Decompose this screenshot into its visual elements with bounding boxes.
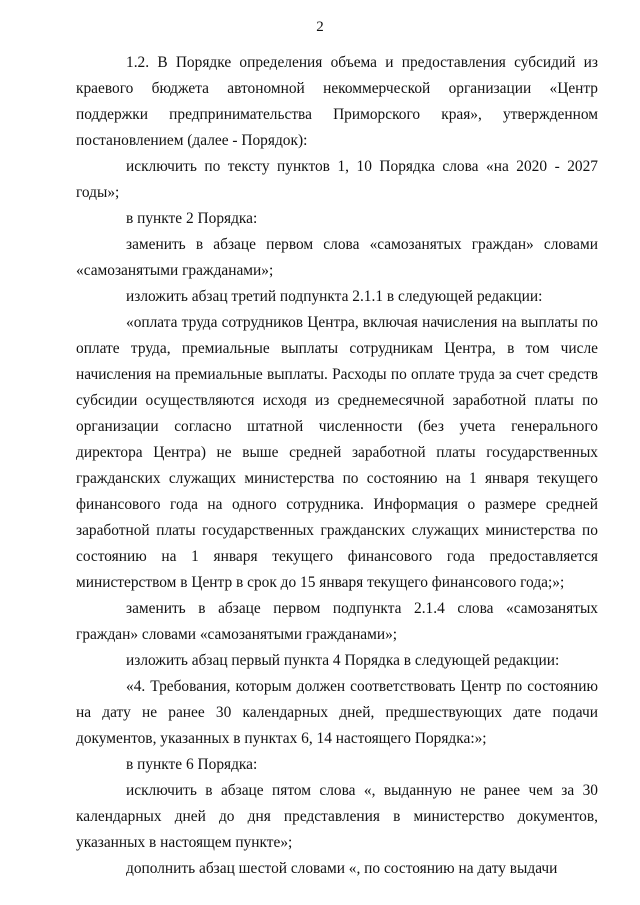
paragraph-supplement-sixth: дополнить абзац шестой словами «, по состоянию на дату выдачи <box>126 860 558 877</box>
paragraph-1-2-intro: 1.2. В Порядке определения объема и предоставления субсидий из краевого бюджета автономной некоммерческой организации «Центр поддержки предпринимательства Приморского края», утвержденном постановлением (далее - Порядок): <box>76 54 598 149</box>
paragraph-restate-2-1-1: изложить абзац третий подпункта 2.1.1 в следующей редакции: <box>126 288 543 305</box>
paragraph-point-6-heading: в пункте 6 Порядка: <box>126 756 258 773</box>
paragraph-restate-point-4: изложить абзац первый пункта 4 Порядка в следующей редакции: <box>126 652 560 669</box>
paragraph-exclude-fifth: исключить в абзаце пятом слова «, выданную не ранее чем за 30 календарных дней до дня представления в министерство документов, указанных в настоящем пункте»; <box>76 782 598 851</box>
paragraph-payroll-text: «оплата труда сотрудников Центра, включая начисления на выплаты по оплате труда, премиальные выплаты сотрудникам Центра, в том числе начисления на премиальные выплаты. Расходы по оплате труда за счет средств субсидии осуществляются исходя из среднемесячной заработной платы по организации согласно штатной численности (без учета генерального директора Центра) не выше средней заработной платы государственных гражданских служащих министерства по состоянию на 1 января текущего финансового года на одного сотрудника. Информация о размере средней заработной платы государственных гражданских служащих министерства по состоянию на 1 января текущего финансового года предоставляется министерством в Центр в срок до 15 января текущего финансового года;»; <box>76 314 598 591</box>
paragraph-requirements-text: «4. Требования, которым должен соответствовать Центр по состоянию на дату не ранее 30 календарных дней, предшествующих дате подачи документов, указанных в пунктах 6, 14 настоящего Порядка:»; <box>76 678 598 747</box>
page-number: 2 <box>316 19 324 35</box>
document-body <box>76 50 598 882</box>
paragraph-replace-self-employed: заменить в абзаце первом слова «самозанятых граждан» словами «самозанятыми гражданами»; <box>76 236 598 279</box>
paragraph-exclude-years: исключить по тексту пунктов 1, 10 Порядка слова «на 2020 - 2027 годы»; <box>76 158 598 201</box>
paragraph-replace-2-1-4: заменить в абзаце первом подпункта 2.1.4 слова «самозанятых граждан» словами «самозанятыми гражданами»; <box>76 600 598 643</box>
paragraph-point-2-heading: в пункте 2 Порядка: <box>126 210 258 227</box>
